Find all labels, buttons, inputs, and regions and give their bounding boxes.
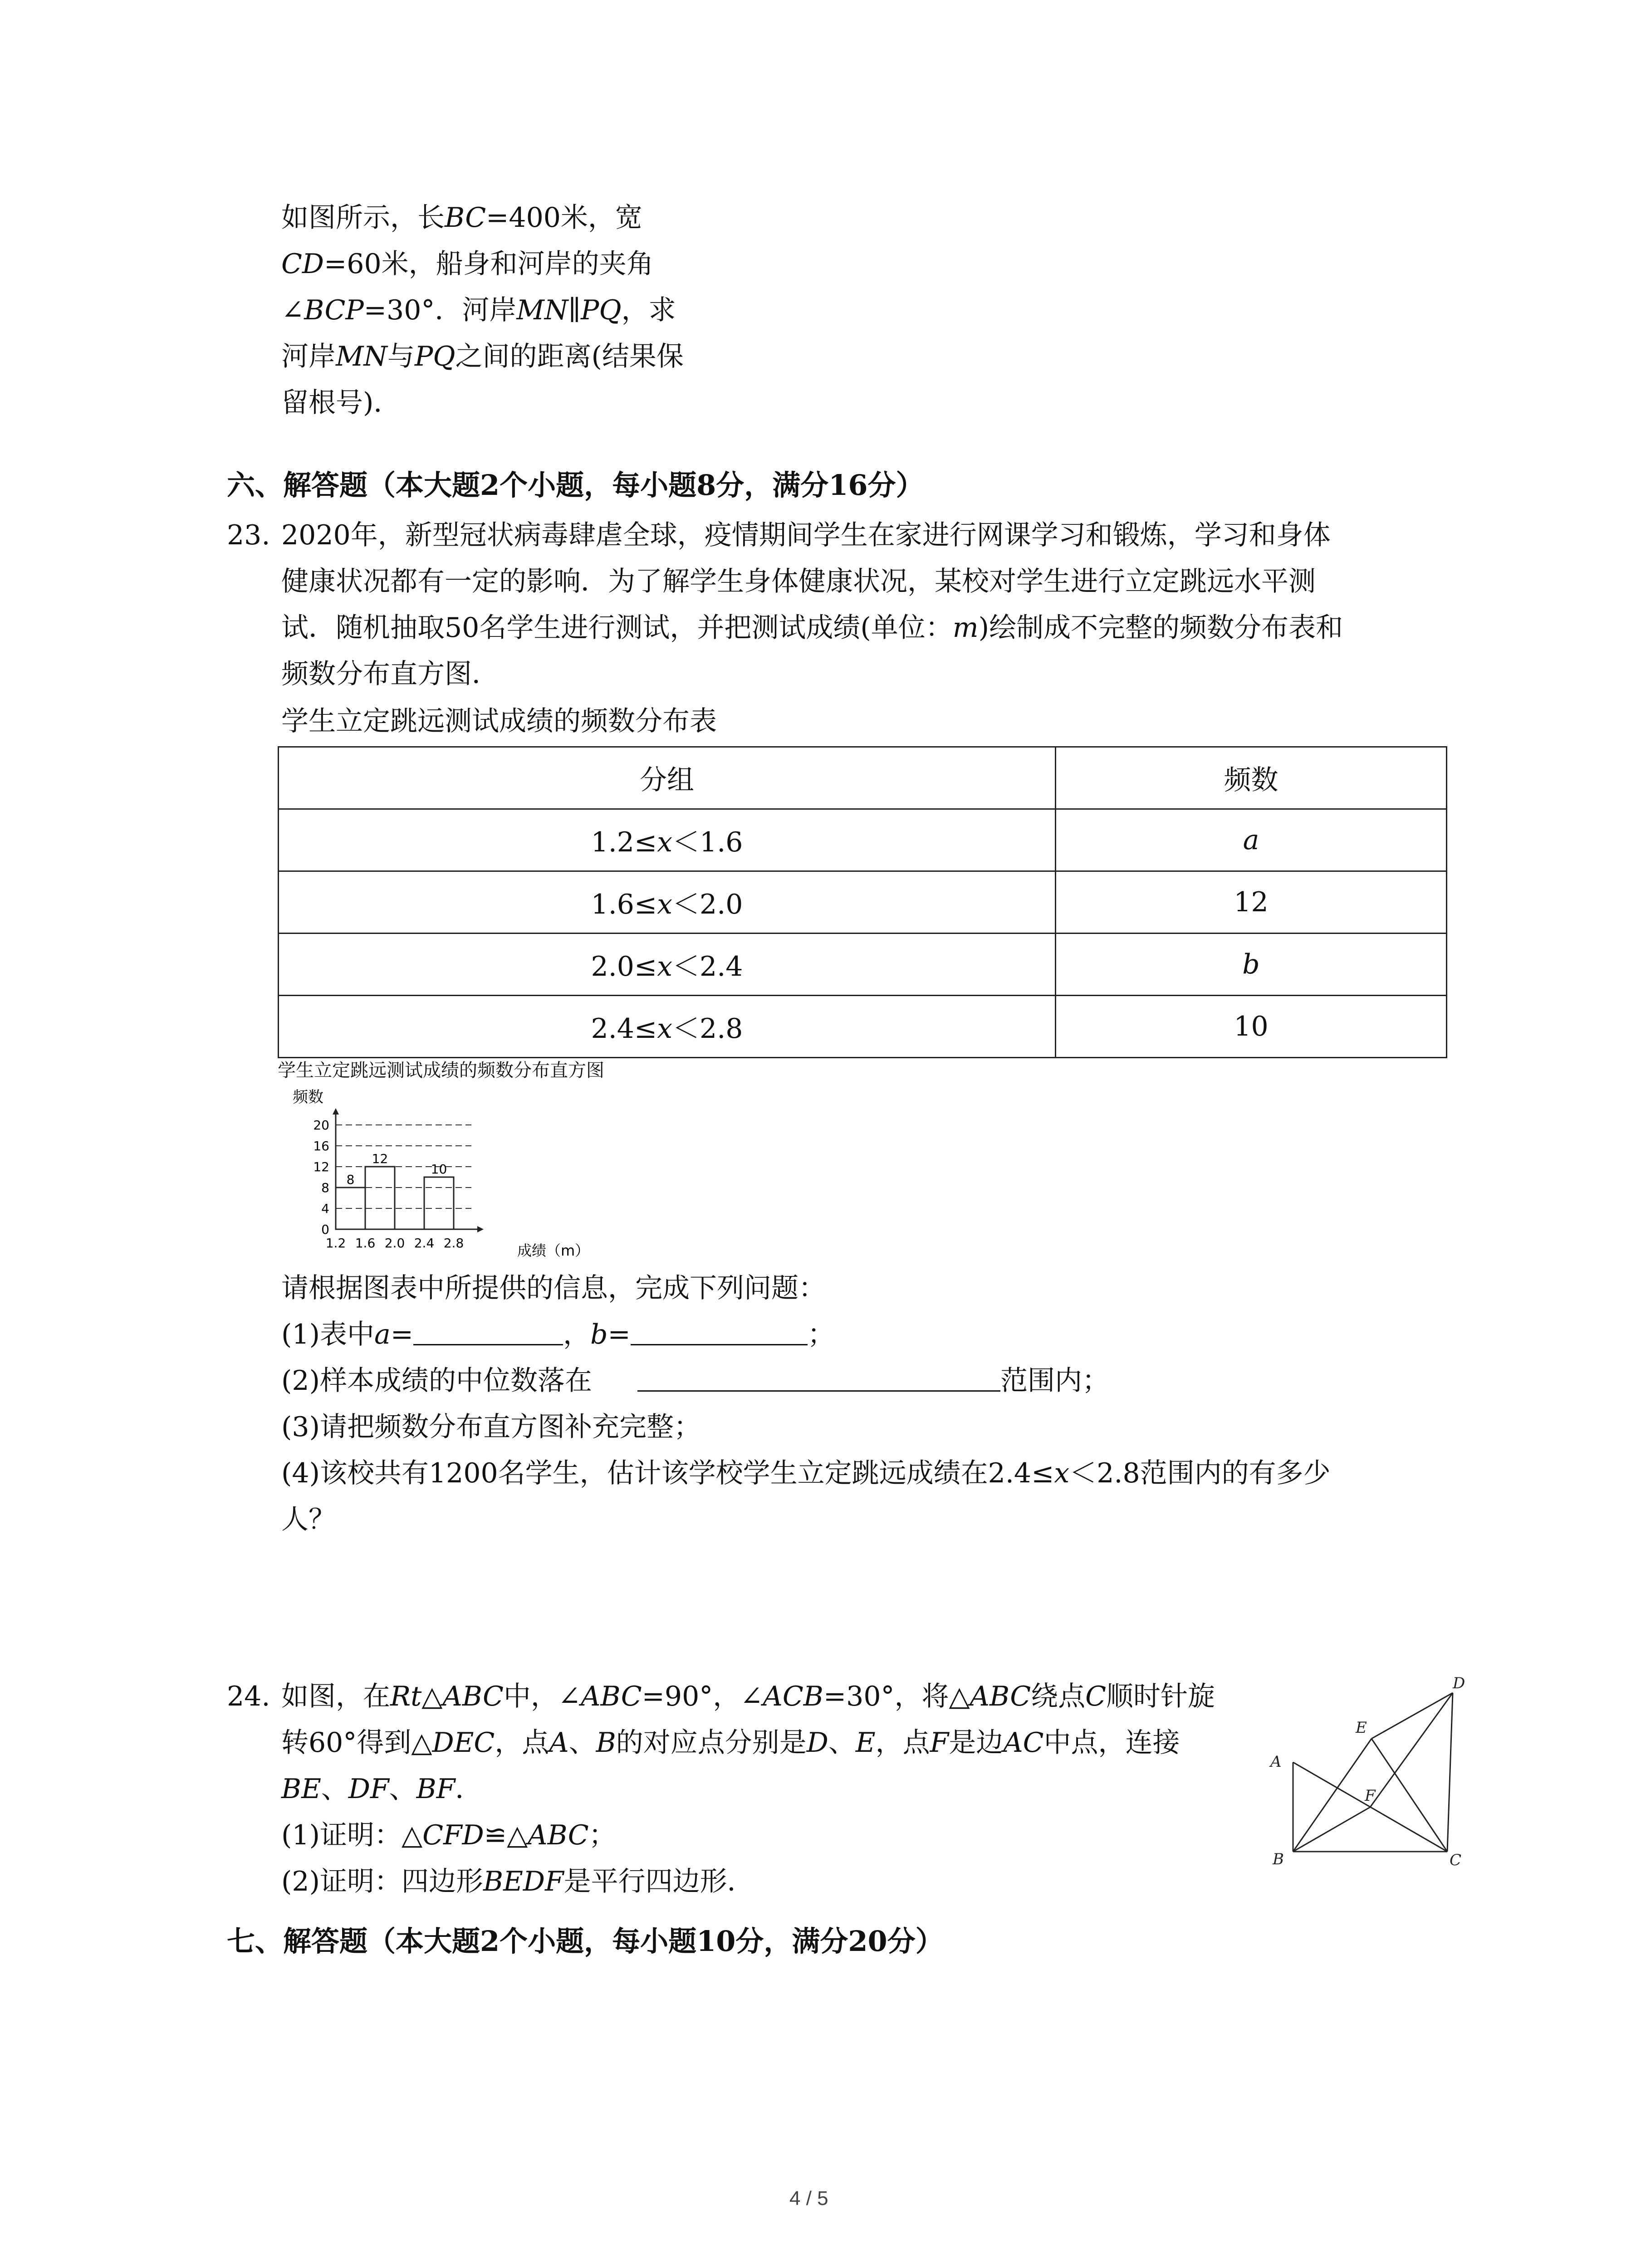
- table-header-row: [279, 747, 1447, 809]
- table-cell-frequency: b: [1056, 934, 1447, 996]
- bar-data-label: 10: [431, 1162, 447, 1177]
- segment-cd: [1447, 1693, 1453, 1852]
- intro-line-3: ∠BCP=30°．河岸MN∥PQ，求: [281, 294, 676, 326]
- q24-line-2: 转60°得到△DEC，点A、B的对应点分别是D、E，点F是边AC中点，连接: [281, 1727, 1180, 1759]
- table-cell-frequency: 12: [1056, 871, 1447, 934]
- label-a: A: [1270, 1753, 1282, 1771]
- q23-part-4: (4)该校共有1200名学生，估计该学校学生立定跳远成绩在2.4≤x＜2.8范围内的有多少: [281, 1457, 1331, 1489]
- table-header-group: 分组: [279, 747, 1056, 809]
- x-tick-label: 2.0: [384, 1236, 405, 1251]
- label-c: C: [1450, 1851, 1462, 1869]
- table-cell-frequency: a: [1056, 809, 1447, 871]
- section-6-heading: 六、解答题（本大题2个小题，每小题8分，满分16分）: [227, 469, 924, 502]
- table-cell-group: 2.0≤x＜2.4: [279, 934, 1056, 996]
- bar-data-label: 8: [346, 1172, 355, 1187]
- segment-ec: [1372, 1739, 1447, 1852]
- q23-part-1: (1)表中a= ，b= ；: [281, 1312, 835, 1357]
- x-tick-label: 1.2: [325, 1236, 346, 1251]
- page-number: 4 / 5: [789, 2187, 828, 2209]
- q23-part-2: (2)样本成绩的中位数落在 范围内；: [281, 1358, 1109, 1403]
- answer-blank-median[interactable]: [637, 1361, 1000, 1392]
- q24-line-1: 如图，在Rt△ABC中，∠ABC=90°，∠ACB=30°，将△ABC绕点C顺时针旋: [281, 1681, 1215, 1712]
- segment-de: [1372, 1693, 1453, 1739]
- bar-data-label: 12: [372, 1151, 388, 1166]
- x-axis-label: 成绩（m）: [517, 1242, 590, 1259]
- y-tick-label: 8: [321, 1180, 329, 1195]
- section-7-heading: 七、解答题（本大题2个小题，每小题10分，满分20分）: [227, 1925, 944, 1958]
- geometry-figure: [1257, 1669, 1465, 1873]
- answer-blank-b[interactable]: [631, 1315, 808, 1345]
- segment-bf: [1293, 1807, 1370, 1852]
- table-row: [279, 871, 1447, 934]
- q24-part-1: (1)证明：△CFD≌△ABC；: [281, 1819, 616, 1851]
- q24-line-3: BE、DF、BF．: [281, 1773, 483, 1805]
- q23-prompt: 请根据图表中所提供的信息，完成下列问题：: [281, 1272, 826, 1304]
- table-row: [279, 934, 1447, 996]
- x-tick-label: 2.8: [443, 1236, 464, 1251]
- y-tick-label: 12: [313, 1159, 329, 1174]
- q23-line-2: 健康状况都有一定的影响．为了解学生身体健康状况，某校对学生进行立定跳远水平测: [281, 566, 1316, 597]
- q23-part-3: (3)请把频数分布直方图补充完整；: [281, 1411, 701, 1443]
- q23-line-1: 2020年，新型冠状病毒肆虐全球，疫情期间学生在家进行网课学习和锻炼，学习和身体: [281, 519, 1331, 551]
- table-cell-group: 1.2≤x＜1.6: [279, 809, 1056, 871]
- y-tick-label: 20: [313, 1118, 329, 1133]
- q24-part-2: (2)证明：四边形BEDF是平行四边形．: [281, 1866, 754, 1897]
- frequency-table: [278, 746, 1447, 1058]
- q23-line-4: 频数分布直方图．: [281, 658, 499, 690]
- histogram-bar: [365, 1167, 395, 1229]
- label-d: D: [1453, 1674, 1465, 1692]
- intro-line-5: 留根号)．: [281, 387, 401, 419]
- q24-number: 24.: [227, 1681, 270, 1712]
- label-f: F: [1365, 1787, 1376, 1805]
- x-tick-label: 2.4: [414, 1236, 435, 1251]
- table-row: [279, 809, 1447, 871]
- table-cell-group: 1.6≤x＜2.0: [279, 871, 1056, 934]
- label-b: B: [1273, 1850, 1284, 1868]
- intro-line-2: CD=60米，船身和河岸的夹角: [281, 248, 654, 280]
- intro-line-1: 如图所示，长BC=400米，宽: [281, 202, 642, 234]
- segment-be: [1293, 1739, 1372, 1852]
- intro-line-4: 河岸MN与PQ之间的距离(结果保: [281, 341, 684, 372]
- y-axis-label: 频数: [293, 1088, 323, 1106]
- y-tick-label: 4: [321, 1201, 329, 1216]
- q23-line-3: 试．随机抽取50名学生进行测试，并把测试成绩(单位：m)绘制成不完整的频数分布表和: [281, 612, 1343, 644]
- segment-df: [1370, 1693, 1453, 1807]
- histogram-title: 学生立定跳远测试成绩的频数分布直方图: [278, 1060, 604, 1081]
- answer-blank-a[interactable]: [413, 1315, 563, 1345]
- histogram-bar: [424, 1177, 454, 1229]
- x-tick-label: 1.6: [355, 1236, 376, 1251]
- y-tick-label: 16: [313, 1139, 329, 1154]
- table-header-frequency: 频数: [1056, 747, 1447, 809]
- q23-number: 23.: [227, 519, 270, 551]
- label-e: E: [1356, 1719, 1367, 1737]
- table-cell-group: 2.4≤x＜2.8: [279, 996, 1056, 1058]
- y-tick-label: 0: [321, 1222, 329, 1237]
- table-title: 学生立定跳远测试成绩的频数分布表: [281, 705, 717, 737]
- q23-part-4-cont: 人？: [281, 1504, 336, 1535]
- table-cell-frequency: 10: [1056, 996, 1447, 1058]
- histogram-chart: [272, 1084, 617, 1275]
- x-axis-arrow: [477, 1226, 484, 1232]
- table-row: [279, 996, 1447, 1058]
- y-axis-arrow: [333, 1108, 339, 1114]
